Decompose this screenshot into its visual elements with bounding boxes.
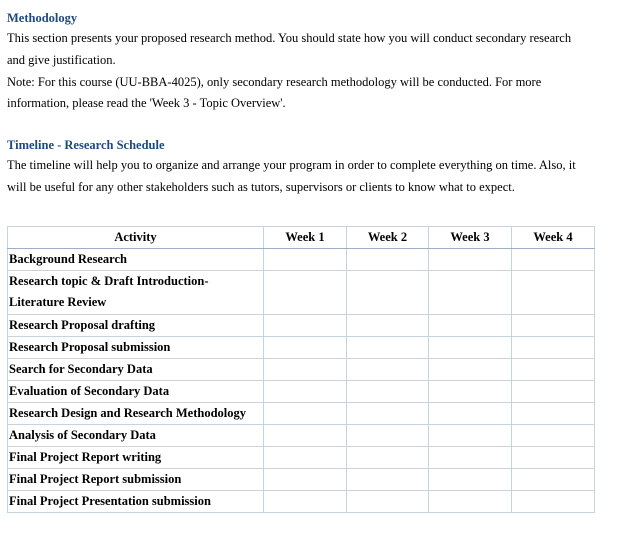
- table-row: [8, 359, 595, 381]
- table-row: [8, 249, 595, 271]
- activity-cell: Final Project Report submission: [8, 469, 264, 491]
- week-3-cell[interactable]: [429, 425, 512, 447]
- activity-cell: Final Project Report writing: [8, 447, 264, 469]
- activity-cell: Research Design and Research Methodology: [8, 403, 264, 425]
- week-3-cell[interactable]: [429, 491, 512, 513]
- week-3-cell[interactable]: [429, 315, 512, 337]
- table-row: [8, 271, 595, 315]
- week-3-cell[interactable]: [429, 381, 512, 403]
- week-2-cell[interactable]: [347, 403, 429, 425]
- week-2-cell[interactable]: [347, 249, 429, 271]
- header-week-1: Week 1: [264, 227, 347, 249]
- table-row: [8, 425, 595, 447]
- section-spacer: [7, 115, 611, 135]
- week-3-cell[interactable]: [429, 447, 512, 469]
- header-week-2: Week 2: [347, 227, 429, 249]
- week-1-cell[interactable]: [264, 249, 347, 271]
- week-4-cell[interactable]: [512, 491, 595, 513]
- week-4-cell[interactable]: [512, 381, 595, 403]
- week-4-cell[interactable]: [512, 249, 595, 271]
- timeline-table: [7, 226, 595, 513]
- week-3-cell[interactable]: [429, 359, 512, 381]
- timeline-text-line-1: The timeline will help you to organize and arrange your program in order to complete everything on time. Also, it: [7, 158, 576, 173]
- week-2-cell[interactable]: [347, 447, 429, 469]
- week-4-cell[interactable]: [512, 425, 595, 447]
- table-row: [8, 337, 595, 359]
- activity-line-2: Literature Review: [9, 295, 107, 309]
- week-2-cell[interactable]: [347, 271, 429, 315]
- activity-cell: Research Proposal drafting: [8, 315, 264, 337]
- methodology-note-line-2: information, please read the 'Week 3 - Topic Overview'.: [7, 96, 286, 111]
- table-row: [8, 403, 595, 425]
- activity-cell: Final Project Presentation submission: [8, 491, 264, 513]
- methodology-text-line-1: This section presents your proposed research method. You should state how you will conduct secondary research: [7, 31, 572, 45]
- activity-cell: Evaluation of Secondary Data: [8, 381, 264, 403]
- methodology-heading: Methodology: [7, 11, 78, 25]
- week-2-cell[interactable]: [347, 469, 429, 491]
- week-4-cell[interactable]: [512, 359, 595, 381]
- week-3-cell[interactable]: [429, 337, 512, 359]
- week-1-cell[interactable]: [264, 425, 347, 447]
- week-1-cell[interactable]: [264, 447, 347, 469]
- timeline-heading: Timeline - Research Schedule: [7, 138, 165, 153]
- activity-cell: Research Proposal submission: [8, 337, 264, 359]
- activity-cell: [8, 271, 264, 315]
- table-row: [8, 491, 595, 513]
- week-3-cell[interactable]: [429, 403, 512, 425]
- week-3-cell[interactable]: [429, 271, 512, 315]
- week-2-cell[interactable]: [347, 491, 429, 513]
- header-activity: Activity: [8, 227, 264, 249]
- week-3-cell[interactable]: [429, 469, 512, 491]
- activity-line-1: Research topic & Draft Introduction-: [9, 274, 209, 288]
- header-week-4: Week 4: [512, 227, 595, 249]
- week-2-cell[interactable]: [347, 337, 429, 359]
- methodology-note-line-1: Note: For this course (UU-BBA-4025), only secondary research methodology will be conducted. For more: [7, 74, 542, 89]
- week-3-cell[interactable]: [429, 249, 512, 271]
- week-1-cell[interactable]: [264, 337, 347, 359]
- week-4-cell[interactable]: [512, 469, 595, 491]
- week-1-cell[interactable]: [264, 381, 347, 403]
- week-4-cell[interactable]: [512, 447, 595, 469]
- week-2-cell[interactable]: [347, 315, 429, 337]
- activity-cell: Search for Secondary Data: [8, 359, 264, 381]
- table-row: [8, 447, 595, 469]
- table-row: [8, 469, 595, 491]
- methodology-text-line-2: and give justification.: [7, 52, 116, 67]
- activity-cell: Background Research: [8, 249, 264, 271]
- week-1-cell[interactable]: [264, 403, 347, 425]
- week-2-cell[interactable]: [347, 425, 429, 447]
- week-1-cell[interactable]: [264, 359, 347, 381]
- document-body: [7, 8, 611, 199]
- table-header-row: [8, 227, 595, 249]
- week-2-cell[interactable]: [347, 381, 429, 403]
- week-1-cell[interactable]: [264, 271, 347, 315]
- week-4-cell[interactable]: [512, 403, 595, 425]
- week-1-cell[interactable]: [264, 491, 347, 513]
- week-2-cell[interactable]: [347, 359, 429, 381]
- table-row: [8, 381, 595, 403]
- table-row: [8, 315, 595, 337]
- week-1-cell[interactable]: [264, 469, 347, 491]
- activity-cell: Analysis of Secondary Data: [8, 425, 264, 447]
- week-4-cell[interactable]: [512, 337, 595, 359]
- week-4-cell[interactable]: [512, 315, 595, 337]
- header-week-3: Week 3: [429, 227, 512, 249]
- week-1-cell[interactable]: [264, 315, 347, 337]
- timeline-text-line-2: will be useful for any other stakeholders such as tutors, supervisors or clients to know what to expect.: [7, 179, 515, 194]
- week-4-cell[interactable]: [512, 271, 595, 315]
